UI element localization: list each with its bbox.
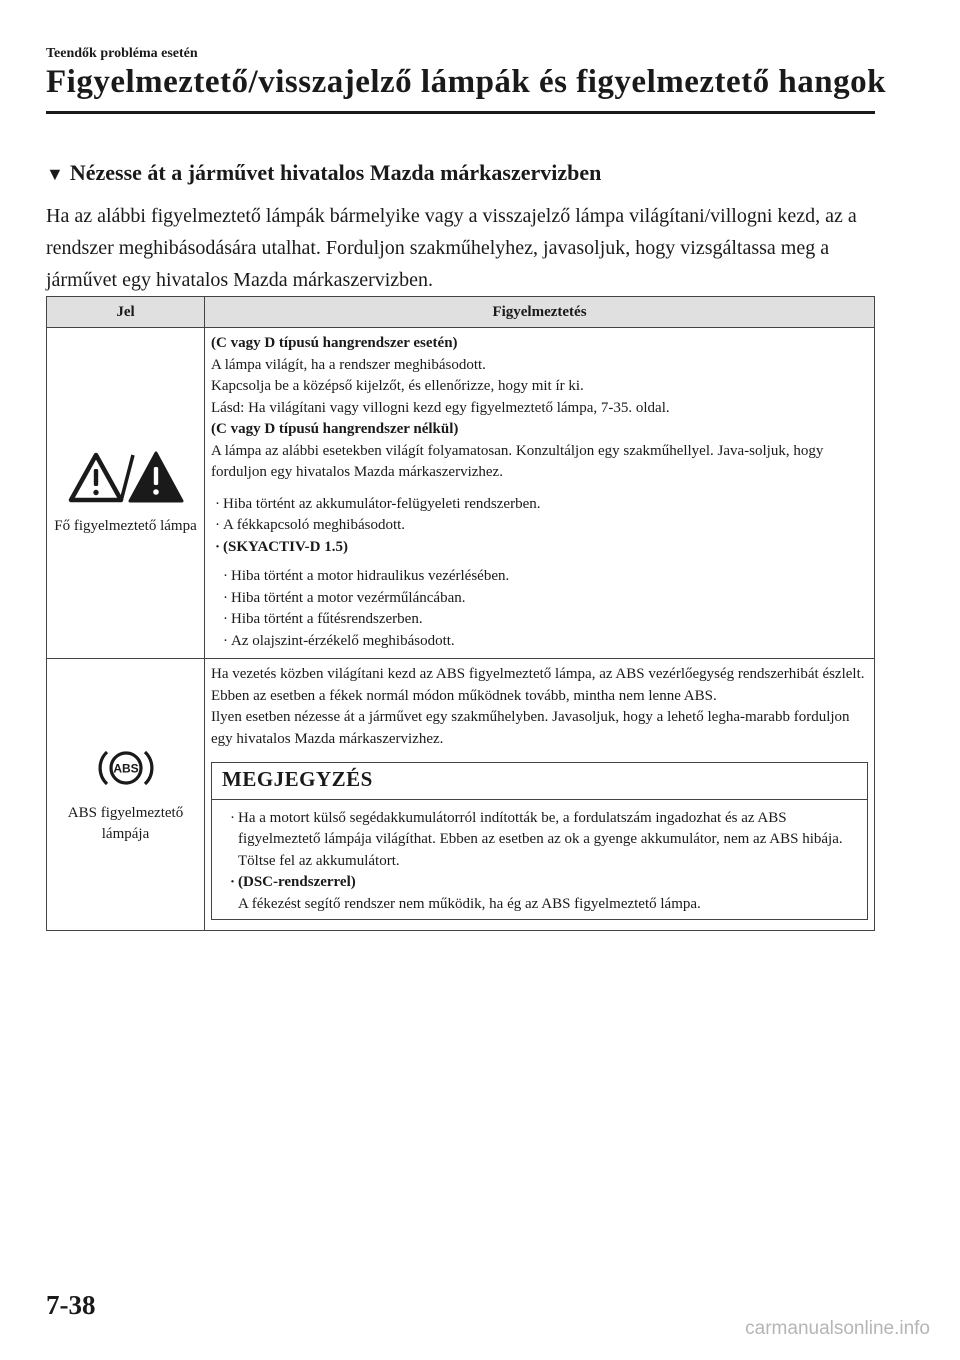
- condition-heading: (C vagy D típusú hangrendszer esetén): [211, 335, 458, 351]
- bullet-icon: ·: [223, 589, 228, 606]
- symbol-label: Fő figyelmeztető lámpa: [54, 518, 197, 534]
- list-item: [215, 515, 868, 537]
- list-item: [223, 631, 868, 653]
- condition-heading: (C vagy D típusú hangrendszer nélkül): [211, 421, 459, 437]
- title-divider: [46, 111, 875, 114]
- list-item-text: Hiba történt a motor vezérműláncában.: [231, 589, 466, 606]
- list-item-text: Az olajszint-érzékelő meghibásodott.: [231, 632, 455, 649]
- note-title: MEGJEGYZÉS: [212, 763, 867, 800]
- note-line: A fékezést segítő rendszer nem működik, ha ég az ABS figyelmeztető lámpa.: [238, 895, 701, 912]
- warning-table: [46, 296, 875, 931]
- list-item-text: A fékkapcsoló meghibásodott.: [223, 517, 406, 533]
- bullet-icon: ·: [215, 495, 220, 512]
- paragraph: A lámpa az alábbi esetekben világít folyamatosan. Konzultáljon egy szakműhellyel. Java-soljuk, hogy forduljon egy hivatalos Mazda márkaszervizhez.: [211, 442, 824, 480]
- list-item: [223, 609, 868, 631]
- symbol-label: ABS figyelmeztető lámpája: [67, 805, 184, 842]
- note-box: [211, 762, 868, 920]
- list-item: [215, 494, 868, 516]
- list-item: [223, 566, 868, 588]
- note-body: [212, 800, 867, 920]
- table-header-row: [47, 297, 875, 328]
- column-header-symbol: Jel: [47, 297, 205, 328]
- master-warning-icon: [47, 449, 204, 510]
- column-header-warning: Figyelmeztetés: [205, 297, 875, 328]
- abs-icon-text: ABS: [112, 761, 139, 776]
- list-item-text: (SKYACTIV-D 1.5): [223, 538, 349, 555]
- list-item-text: Hiba történt az akkumulátor-felügyeleti rendszerben.: [223, 495, 541, 512]
- warning-cell: [205, 659, 875, 931]
- bullet-list: [215, 494, 868, 559]
- page-title: Figyelmeztető/visszajelző lámpák és figyelmeztető hangok: [46, 64, 886, 100]
- list-item: [223, 588, 868, 610]
- bullet-icon: ·: [230, 874, 236, 890]
- subheading-text: Nézesse át a járművet hivatalos Mazda márkaszervizben: [69, 160, 602, 185]
- table-row: [47, 328, 875, 659]
- bullet-icon: ·: [223, 568, 228, 584]
- list-item-text: Hiba történt a fűtésrendszerben.: [231, 611, 423, 627]
- watermark: carmanualsonline.info: [745, 1318, 930, 1339]
- list-item: [230, 808, 857, 851]
- symbol-cell: [47, 328, 205, 659]
- list-item: [230, 872, 857, 894]
- bullet-icon: ·: [223, 632, 228, 649]
- bullet-icon: ·: [215, 517, 220, 533]
- list-item-text: (DSC-rendszerrel): [238, 874, 356, 890]
- subheading: [46, 160, 601, 186]
- note-line: Töltse fel az akkumulátort.: [238, 852, 400, 869]
- paragraph: Kapcsolja be a középső kijelzőt, és ellenőrizze, hogy mit ír ki.: [211, 378, 584, 394]
- bullet-list: [223, 566, 868, 652]
- list-item-text: Ha a motort külső segédakkumulátorról indították be, a fordulatszám ingadozhat és az ABS figyelmeztető lámpája világíthat. Ebben az esetben az ok a gyenge akkumulátor, nem az ABS hibája.: [238, 809, 843, 847]
- list-item-text: Hiba történt a motor hidraulikus vezérlésében.: [231, 568, 510, 584]
- table-row: [47, 659, 875, 931]
- bullet-icon: ·: [223, 611, 228, 627]
- paragraph: Ilyen esetben nézesse át a járművet egy szakműhelyben. Javasoljuk, hogy a lehető legha-marabb forduljon egy hivatalos Mazda márkaszervizhez.: [211, 709, 850, 747]
- page-number: 7-38: [46, 1290, 96, 1320]
- triangle-bullet-icon: ▼: [46, 164, 64, 184]
- warning-cell: [205, 328, 875, 659]
- symbol-cell: [47, 659, 205, 931]
- bullet-icon: ·: [215, 538, 221, 555]
- abs-warning-icon: [47, 744, 204, 797]
- paragraph: Lásd: Ha világítani vagy villogni kezd egy figyelmeztető lámpa, 7-35. oldal.: [211, 399, 670, 416]
- list-item: [215, 537, 868, 559]
- bullet-icon: ·: [230, 809, 235, 826]
- section-label: Teendők probléma esetén: [46, 46, 198, 61]
- paragraph: A lámpa világít, ha a rendszer meghibásodott.: [211, 356, 486, 373]
- paragraph: Ha vezetés közben világítani kezd az ABS figyelmeztető lámpa, az ABS vezérlőegység rendszerhibát észlelt. Ebben az esetben a fékek normál módon működnek tovább, mintha nem lenne ABS.: [211, 666, 865, 704]
- intro-paragraph: Ha az alábbi figyelmeztető lámpák bármelyike vagy a visszajelző lámpa világítani/villogni kezd, az a rendszer meghibásodására utalhat. Forduljon szakműhelyhez, javasoljuk, hogy vizsgáltassa meg a járművet egy hivatalos Mazda márkaszervizben.: [46, 205, 857, 291]
